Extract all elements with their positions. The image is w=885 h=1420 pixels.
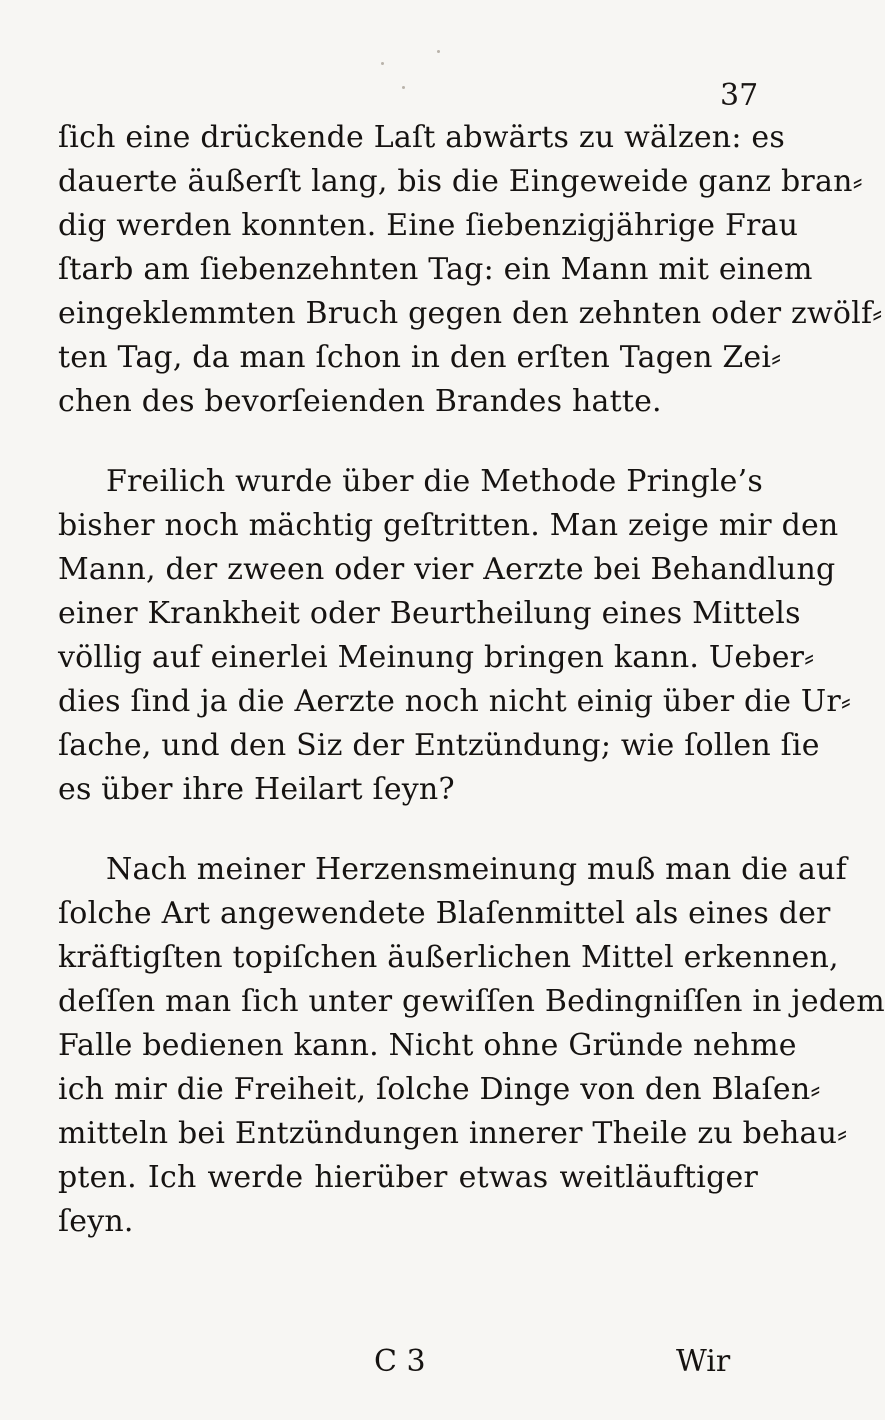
catchword: Wir [676, 1344, 731, 1379]
signature-mark: C 3 [374, 1344, 426, 1379]
print-speck [437, 50, 440, 53]
text-line: dig werden konnten. Eine ſiebenzigjährige Frau [58, 208, 799, 243]
page-footer [0, 1340, 800, 1384]
text-line: kräftigſten topiſchen äußerlichen Mittel erkennen, [58, 940, 839, 975]
paragraph-3 [58, 848, 885, 1244]
text-line: dies ſind ja die Aerzte noch nicht einig über die Ur⸗ [58, 684, 852, 719]
text-line: ſolche Art angewendete Blaſenmittel als eines der [58, 896, 831, 931]
text-line: pten. Ich werde hierüber etwas weitläuftiger [58, 1160, 758, 1195]
text-line: deſſen man ſich unter gewiſſen Bedingniſſen in jedem [58, 984, 885, 1019]
text-line: ich mir die Freiheit, ſolche Dinge von den Blaſen⸗ [58, 1072, 821, 1107]
text-line: Freilich wurde über die Methode Pringle’s [106, 464, 763, 499]
text-line: mitteln bei Entzündungen innerer Theile zu behau⸗ [58, 1116, 848, 1151]
text-line: völlig auf einerlei Meinung bringen kann. Ueber⸗ [58, 640, 815, 675]
text-line: Mann, der zween oder vier Aerzte bei Behandlung [58, 552, 836, 587]
text-line: es über ihre Heilart ſeyn? [58, 772, 455, 807]
text-line: bisher noch mächtig geſtritten. Man zeige mir den [58, 508, 839, 543]
page-number: 37 [720, 78, 759, 113]
print-speck [381, 62, 384, 65]
text-line: Nach meiner Herzensmeinung muß man die auf [106, 852, 847, 887]
text-line: ſich eine drückende Laſt abwärts zu wälzen: es [58, 120, 785, 155]
text-line: einer Krankheit oder Beurtheilung eines Mittels [58, 596, 801, 631]
text-line: eingeklemmten Bruch gegen den zehnten oder zwölf⸗ [58, 296, 883, 331]
paragraph-2 [58, 460, 852, 812]
print-speck [402, 86, 405, 89]
text-line: ſeyn. [58, 1204, 134, 1239]
body-text [58, 116, 885, 1244]
text-line: Falle bedienen kann. Nicht ohne Gründe nehme [58, 1028, 797, 1063]
text-line: ſache, und den Siz der Entzündung; wie ſollen ſie [58, 728, 820, 763]
text-line: dauerte äußerſt lang, bis die Eingeweide ganz bran⸗ [58, 164, 863, 199]
paragraph-1 [58, 116, 883, 424]
text-line: ſtarb am ſiebenzehnten Tag: ein Mann mit einem [58, 252, 813, 287]
text-line: ten Tag, da man ſchon in den erſten Tagen Zei⸗ [58, 340, 782, 375]
text-line: chen des bevorſeienden Brandes hatte. [58, 384, 662, 419]
